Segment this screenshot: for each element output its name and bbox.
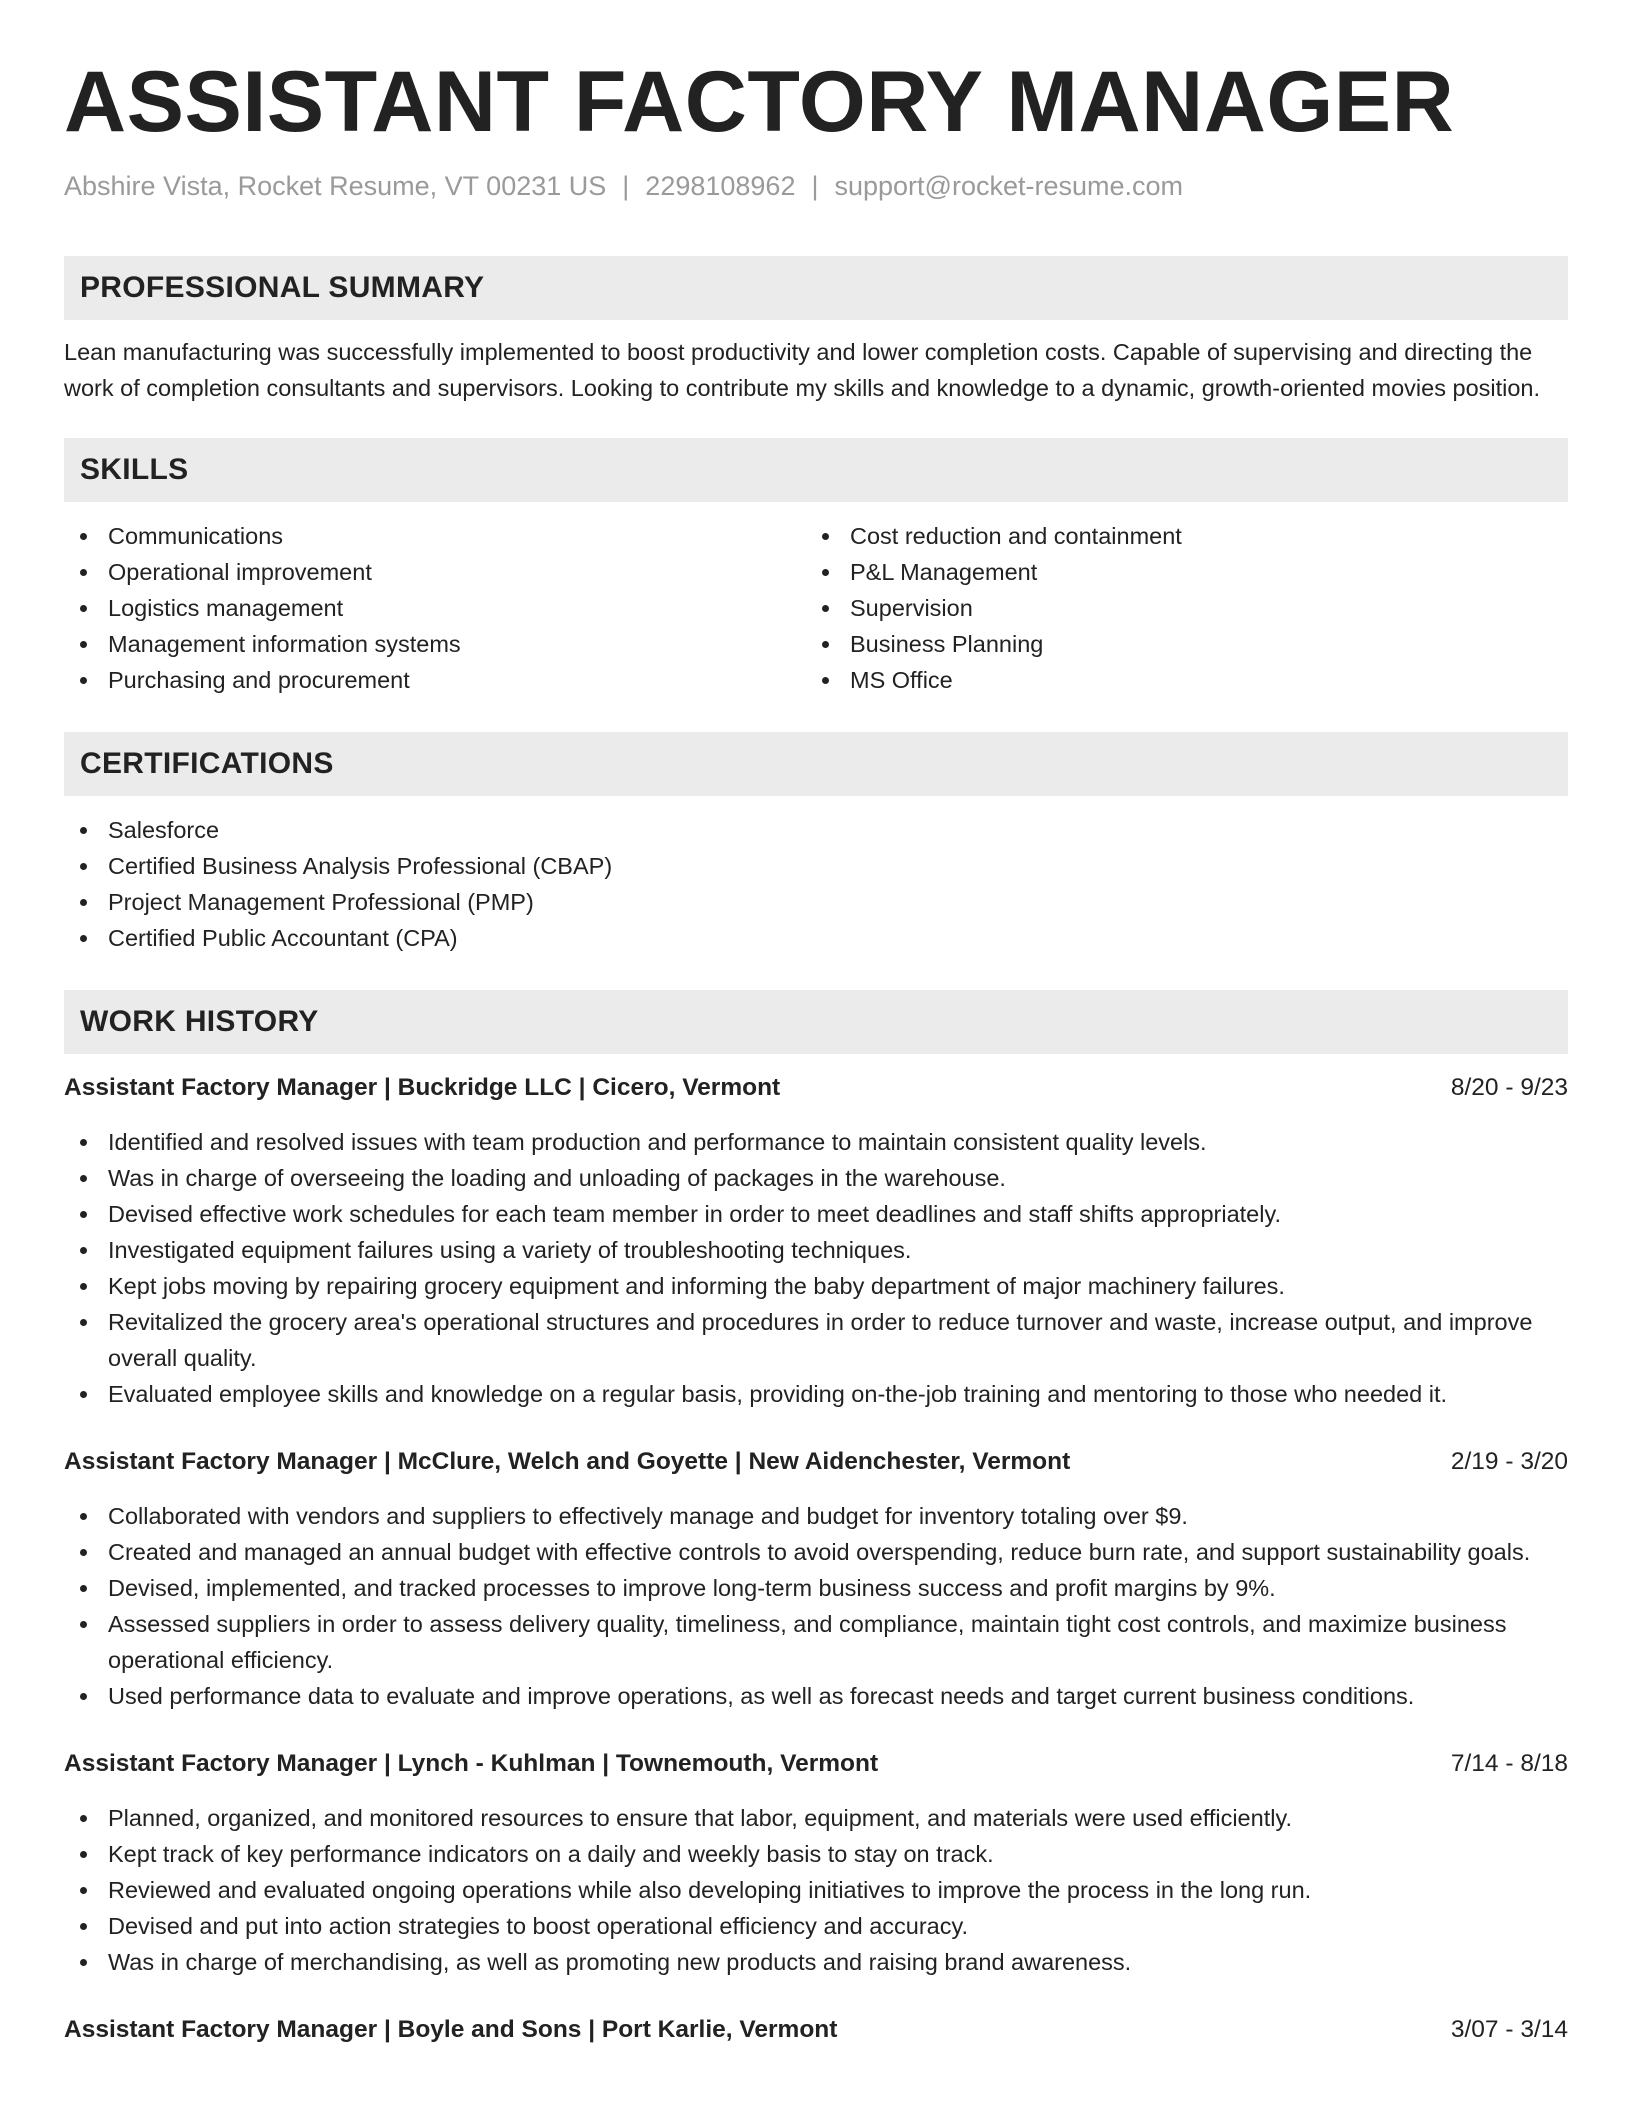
skills-list [64, 518, 1568, 698]
job-bullet: Identified and resolved issues with team production and performance to maintain consistent quality levels. [64, 1124, 1568, 1160]
section-header-summary: PROFESSIONAL SUMMARY [64, 256, 1568, 320]
job-header [64, 2012, 1568, 2048]
job-bullet: Used performance data to evaluate and improve operations, as well as forecast needs and target current business conditions. [64, 1678, 1568, 1714]
job-bullet-list [64, 1800, 1568, 1980]
job-bullet: Assessed suppliers in order to assess delivery quality, timeliness, and compliance, maintain tight cost controls, and maximize business operational efficiency. [64, 1606, 1568, 1678]
skill-item: Business Planning [806, 626, 1548, 662]
job-bullet: Evaluated employee skills and knowledge on a regular basis, providing on-the-job training and mentoring to those who needed it. [64, 1376, 1568, 1412]
job-title: Assistant Factory Manager | McClure, Welch and Goyette | New Aidenchester, Vermont [64, 1448, 1071, 1475]
job-bullet: Reviewed and evaluated ongoing operations while also developing initiatives to improve the process in the long run. [64, 1872, 1568, 1908]
job-bullet-list [64, 1124, 1568, 1412]
certification-item: Salesforce [64, 812, 1568, 848]
job-title: Assistant Factory Manager | Buckridge LLC | Cicero, Vermont [64, 1074, 781, 1101]
contact-address: Abshire Vista, Rocket Resume, VT 00231 US [64, 171, 607, 201]
skill-item: P&L Management [806, 554, 1548, 590]
section-header-skills: SKILLS [64, 438, 1568, 502]
job-bullet: Collaborated with vendors and suppliers to effectively manage and budget for inventory totaling over $9. [64, 1498, 1568, 1534]
section-header-work-history: WORK HISTORY [64, 990, 1568, 1054]
job-dates: 8/20 - 9/23 [1450, 1074, 1568, 1101]
candidate-name: ASSISTANT FACTORY MANAGER [64, 54, 1455, 150]
skill-item: Communications [64, 518, 806, 554]
skills-column-right [806, 518, 1548, 698]
job-title: Assistant Factory Manager | Boyle and Sons | Port Karlie, Vermont [64, 2016, 838, 2043]
skill-item: Cost reduction and containment [806, 518, 1548, 554]
summary-text: Lean manufacturing was successfully implemented to boost productivity and lower completion costs. Capable of supervising and directing the work of completion consultants and supervisors. Looking to contribute my skills and knowledge to a dynamic, growth-oriented movies position. [64, 339, 1541, 401]
job-dates: 7/14 - 8/18 [1450, 1750, 1568, 1777]
contact-separator: | [811, 171, 819, 201]
certification-item: Certified Public Accountant (CPA) [64, 920, 1568, 956]
job-bullet: Investigated equipment failures using a variety of troubleshooting techniques. [64, 1232, 1568, 1268]
job-bullet: Devised and put into action strategies to boost operational efficiency and accuracy. [64, 1908, 1568, 1944]
skill-item: Operational improvement [64, 554, 806, 590]
skill-item: Management information systems [64, 626, 806, 662]
job-dates: 2/19 - 3/20 [1450, 1448, 1568, 1475]
job-header [64, 1444, 1568, 1480]
contact-phone: 2298108962 [645, 171, 796, 201]
contact-line [64, 168, 1568, 204]
contact-email: support@rocket-resume.com [834, 171, 1184, 201]
job-bullet: Devised, implemented, and tracked processes to improve long-term business success and profit margins by 9%. [64, 1570, 1568, 1606]
skill-item: MS Office [806, 662, 1548, 698]
job-bullet: Was in charge of overseeing the loading and unloading of packages in the warehouse. [64, 1160, 1568, 1196]
skills-column-left [64, 518, 806, 698]
job-bullet: Devised effective work schedules for each team member in order to meet deadlines and staff shifts appropriately. [64, 1196, 1568, 1232]
job-bullet: Revitalized the grocery area's operational structures and procedures in order to reduce turnover and waste, increase output, and improve overall quality. [64, 1304, 1568, 1376]
job-header [64, 1746, 1568, 1782]
job-bullet: Planned, organized, and monitored resources to ensure that labor, equipment, and materials were used efficiently. [64, 1800, 1568, 1836]
section-header-certifications: CERTIFICATIONS [64, 732, 1568, 796]
job-title: Assistant Factory Manager | Lynch - Kuhlman | Townemouth, Vermont [64, 1750, 879, 1777]
contact-separator: | [622, 171, 630, 201]
job-bullet-list [64, 1498, 1568, 1714]
job-dates: 3/07 - 3/14 [1450, 2016, 1568, 2043]
certification-item: Project Management Professional (PMP) [64, 884, 1568, 920]
skill-item: Purchasing and procurement [64, 662, 806, 698]
job-header [64, 1070, 1568, 1106]
resume-page [64, 0, 1568, 2048]
skill-item: Logistics management [64, 590, 806, 626]
certification-item: Certified Business Analysis Professional (CBAP) [64, 848, 1568, 884]
job-bullet: Created and managed an annual budget with effective controls to avoid overspending, reduce burn rate, and support sustainability goals. [64, 1534, 1568, 1570]
job-bullet: Kept track of key performance indicators on a daily and weekly basis to stay on track. [64, 1836, 1568, 1872]
skill-item: Supervision [806, 590, 1548, 626]
job-bullet: Was in charge of merchandising, as well as promoting new products and raising brand awareness. [64, 1944, 1568, 1980]
certifications-list [64, 812, 1568, 956]
job-bullet: Kept jobs moving by repairing grocery equipment and informing the baby department of major machinery failures. [64, 1268, 1568, 1304]
